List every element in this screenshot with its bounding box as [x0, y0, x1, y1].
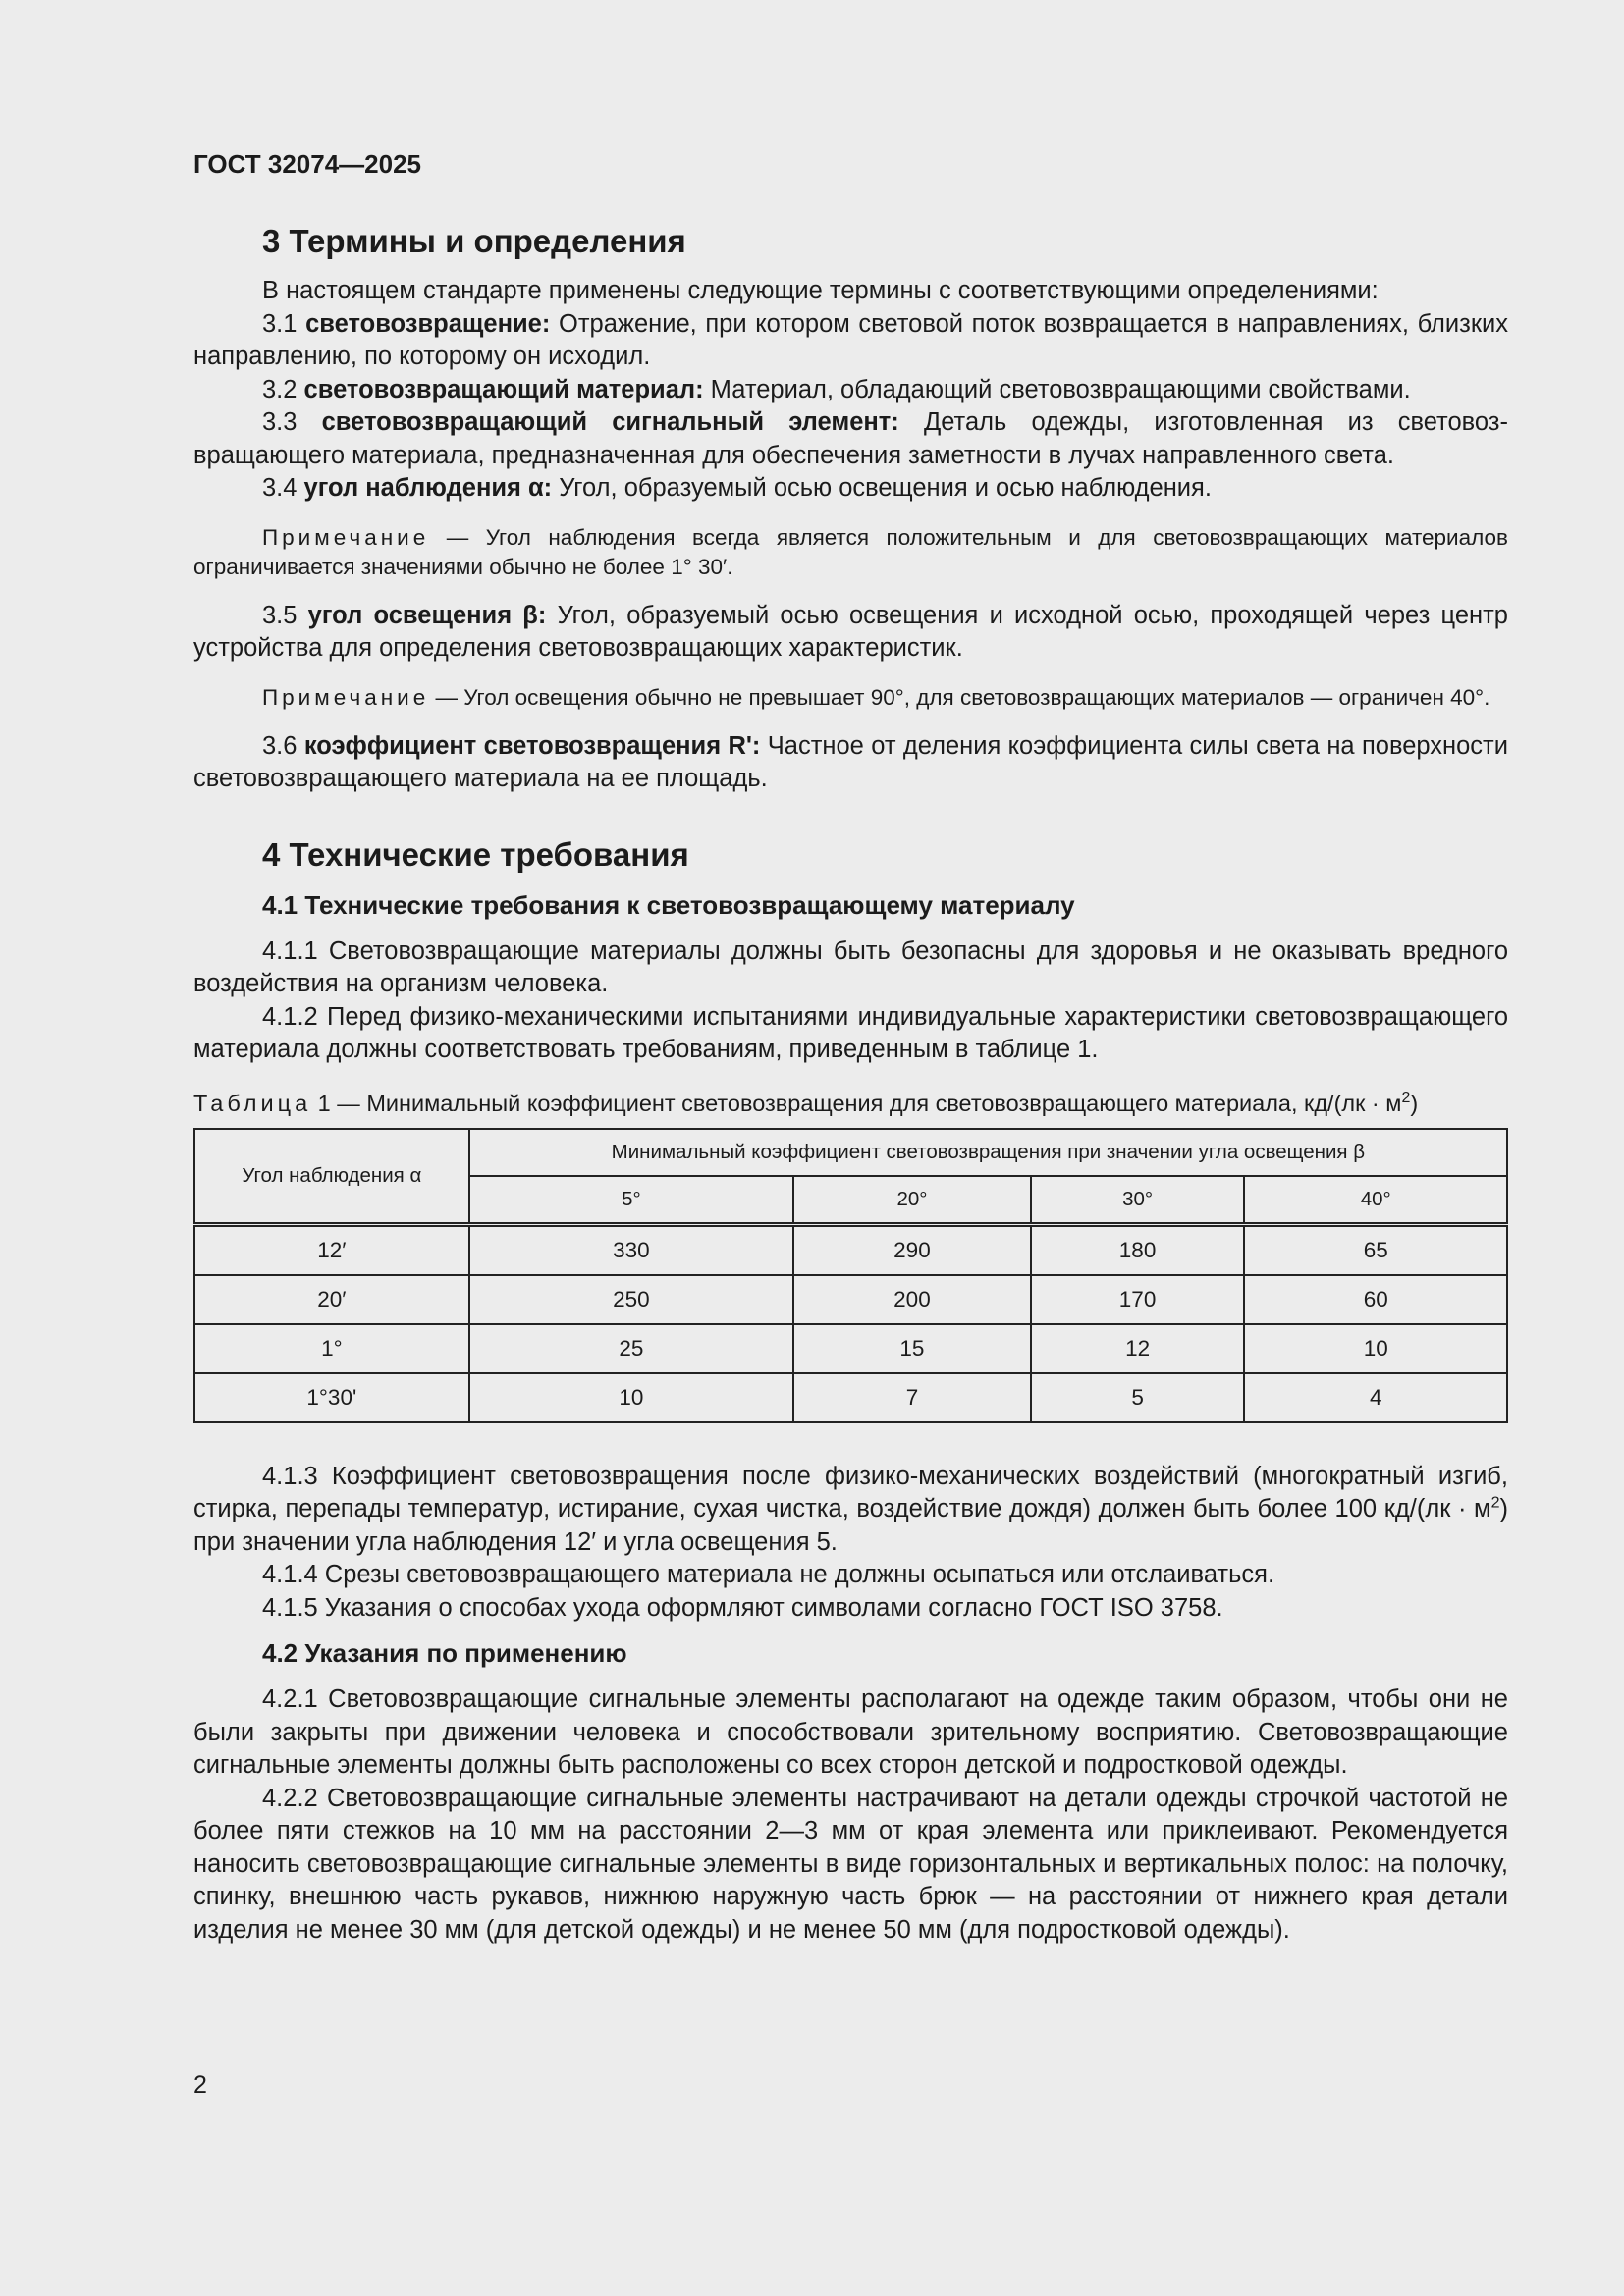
note-2 — [193, 683, 1508, 713]
spacer — [193, 796, 1508, 835]
term-3-4-definition: Угол, образуемый осью освещения и осью наблюдения. — [559, 474, 1212, 502]
table-cell: 170 — [1031, 1275, 1245, 1324]
term-3-5-definition: Угол, образуемый осью освещения и исходной осью, проходящей через центр устройства для определения световозвращающих характеристик. — [193, 601, 1508, 662]
section-4-title: 4 Технические требования — [262, 835, 689, 873]
paragraph-4-1-3-text-a: 4.1.3 Коэффициент световозвращения после физико-механических воздействий (многократный изгиб, стирка, перепады температур, истирание, сухая чистка, воздействие дождя) должен быть более 100 кд/(лк · м — [193, 1462, 1508, 1522]
table-caption-end: ) — [1410, 1090, 1419, 1116]
table-cell: 15 — [793, 1324, 1031, 1373]
paragraph-4-1-5: 4.1.5 Указания о способах ухода оформляют символами согласно ГОСТ ISO 3758. — [262, 1593, 1223, 1622]
table-cell: 12 — [1031, 1324, 1245, 1373]
paragraph-4-1-3-text-b: ) при значении угла наблюдения 12′ и угла освещения 5. — [193, 1495, 1508, 1556]
table-caption-sup: 2 — [1401, 1089, 1411, 1106]
term-3-6-number: 3.6 — [262, 731, 298, 760]
table-header-beta: 30° — [1031, 1176, 1245, 1225]
term-3-4 — [193, 472, 1508, 506]
table-cell-alpha: 12′ — [194, 1224, 469, 1275]
term-3-6-name: коэффициент световозвращения R': — [303, 731, 761, 760]
paragraph-4-1-4: 4.1.4 Срезы световозвращающего материала не должны осыпаться или отслаиваться. — [262, 1561, 1275, 1588]
term-3-3-name: световозвращающий сигнальный элемент: — [321, 408, 899, 436]
table-cell: 10 — [1244, 1324, 1507, 1373]
term-3-1-number: 3.1 — [262, 309, 298, 338]
table-row — [194, 1224, 1507, 1275]
table-header-beta: 5° — [469, 1176, 793, 1225]
paragraph-4-1-3 — [193, 1461, 1508, 1560]
term-3-3-number: 3.3 — [262, 408, 298, 436]
table-cell: 250 — [469, 1275, 793, 1324]
term-3-6 — [193, 730, 1508, 796]
table-row — [194, 1373, 1507, 1422]
term-3-4-number: 3.4 — [262, 474, 298, 502]
table-header-beta: 40° — [1244, 1176, 1507, 1225]
term-3-1-name: световозвращение: — [305, 309, 551, 338]
table-row — [194, 1324, 1507, 1373]
table-caption-text: 1 — Минимальный коэффициент световозвращения для световозвращающего материала, кд/(лк · м — [311, 1090, 1402, 1116]
paragraph-4-2-1: 4.2.1 Световозвращающие сигнальные элементы располагают на одежде таким образом, чтобы они не были закрыты при движении человека и способствовали зрительному восприятию. Световозвращающие сигнальные элементы должны быть расположены со всех сторон детской и подростковой одежды. — [193, 1685, 1508, 1779]
table-cell: 60 — [1244, 1275, 1507, 1324]
paragraph-4-1-2: 4.1.2 Перед физико-механическими испытаниями индивидуальные характеристики световозвращающего материала должны соответствовать требованиям, приведенным в таблице 1. — [193, 1002, 1508, 1063]
section-3-title: 3 Термины и определения — [262, 223, 686, 259]
term-3-5 — [193, 600, 1508, 666]
table-1-caption — [193, 1089, 1508, 1118]
note-1-text: — Угол наблюдения всегда является положительным и для световозвращающих материалов ограничивается значениями обычно не более 1° 30′. — [193, 524, 1508, 579]
term-3-6-definition: Частное от деления коэффициента силы света на поверхности световозвращающего материала на ее площадь. — [193, 731, 1508, 792]
table-1 — [193, 1128, 1508, 1423]
table-cell-alpha: 1° — [194, 1324, 469, 1373]
table-caption-label: Таблица — [193, 1090, 312, 1116]
term-3-1 — [193, 308, 1508, 374]
table-cell: 330 — [469, 1224, 793, 1275]
table-cell-alpha: 20′ — [194, 1275, 469, 1324]
note-2-text: — Угол освещения обычно не превышает 90°, для световозвращающих материалов — ограничен 40°. — [435, 684, 1490, 710]
term-3-4-name: угол наблюдения α: — [303, 474, 553, 502]
paragraph-4-1-3-sup: 2 — [1490, 1494, 1500, 1512]
table-header-group: Минимальный коэффициент световозвращения при значении угла освещения β — [469, 1129, 1507, 1176]
section-3-intro: В настоящем стандарте применены следующие термины с соответствующими определениями: — [262, 277, 1379, 304]
document-header: ГОСТ 32074—2025 — [193, 149, 421, 179]
page-number: 2 — [193, 2071, 207, 2099]
note-1-label: Примечание — [262, 524, 430, 550]
table-cell-alpha: 1°30' — [194, 1373, 469, 1422]
term-3-3 — [193, 406, 1508, 472]
table-row — [194, 1275, 1507, 1324]
note-2-label: Примечание — [262, 684, 430, 710]
table-header-alpha: Угол наблюдения α — [194, 1129, 469, 1225]
table-cell: 65 — [1244, 1224, 1507, 1275]
table-cell: 200 — [793, 1275, 1031, 1324]
table-cell: 10 — [469, 1373, 793, 1422]
term-3-2-name: световозвращающий материал: — [303, 375, 704, 403]
note-1 — [193, 523, 1508, 582]
term-3-5-name: угол освещения β: — [307, 601, 547, 629]
table-cell: 25 — [469, 1324, 793, 1373]
table-cell: 7 — [793, 1373, 1031, 1422]
table-cell: 4 — [1244, 1373, 1507, 1422]
term-3-1-definition: Отражение, при котором световой поток возвращается в направлениях, близких направлению, по которому он исходил. — [193, 309, 1508, 370]
subsection-4-1-title: 4.1 Технические требования к световозвращающему материалу — [262, 889, 1075, 920]
table-header-row — [194, 1129, 1507, 1176]
spacer — [193, 1423, 1508, 1461]
paragraph-4-1-1: 4.1.1 Световозвращающие материалы должны быть безопасны для здоровья и не оказывать вредного воздействия на организм человека. — [193, 936, 1508, 997]
table-cell: 180 — [1031, 1224, 1245, 1275]
term-3-5-number: 3.5 — [262, 601, 298, 629]
term-3-3-definition: Деталь одежды, изготовленная из световозвращающего материала, предназначенная для обеспечения заметности в лучах направленного света. — [193, 408, 1508, 469]
paragraph-4-2-2: 4.2.2 Световозвращающие сигнальные элементы настрачивают на детали одежды строчкой частотой не более пяти стежков на 10 мм на расстоянии 2—3 мм от края элемента или приклеивают. Рекомендуется наносить световозвращающие сигнальные элементы в виде горизонтальных и вертикальных полос: на полочку, спинку, внешнюю часть рукавов, нижнюю наружную часть брюк — на расстоянии от нижнего края детали изделия не менее 30 мм (для детской одежды) и не менее 50 мм (для подростковой одежды). — [193, 1784, 1508, 1944]
term-3-2-definition: Материал, обладающий световозвращающими свойствами. — [710, 375, 1411, 403]
term-3-2 — [193, 374, 1508, 407]
term-3-2-number: 3.2 — [262, 375, 298, 403]
table-cell: 5 — [1031, 1373, 1245, 1422]
table-cell: 290 — [793, 1224, 1031, 1275]
spacer — [193, 1625, 1508, 1636]
subsection-4-2-title: 4.2 Указания по применению — [262, 1638, 627, 1668]
table-header-beta: 20° — [793, 1176, 1031, 1225]
